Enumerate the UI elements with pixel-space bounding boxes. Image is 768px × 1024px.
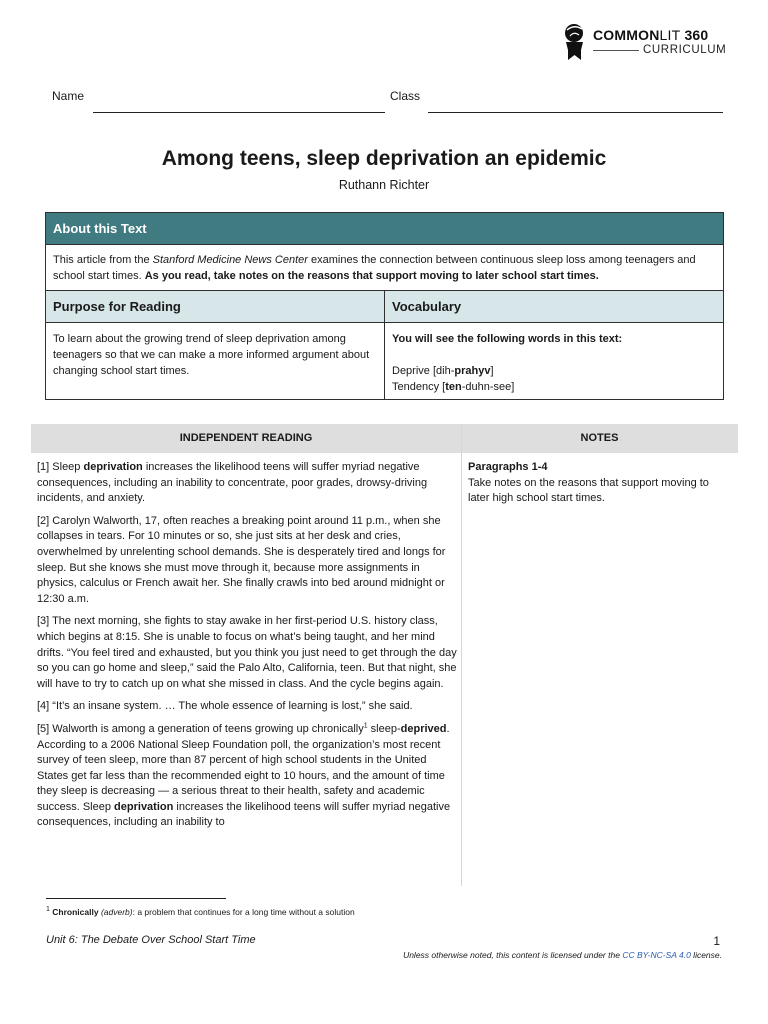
purpose-heading: Purpose for Reading bbox=[46, 291, 385, 322]
commonlit-logo-icon bbox=[562, 22, 588, 60]
about-source: Stanford Medicine News Center bbox=[152, 254, 308, 266]
column-divider bbox=[461, 424, 462, 886]
paragraph-4: [4] “It’s an insane system. … The whole essence of learning is lost,” she said. bbox=[37, 700, 413, 713]
article-title: Among teens, sleep deprivation an epidemic bbox=[161, 147, 607, 170]
paragraph-3: [3] The next morning, she fights to stay awake in her first-period U.S. history class, which begins at 8:15. She is unable to focus on what’s being taught, and her mind drifts. “You feel tired and exhausted, but you think you just need to get through the day so you can go home and sleep,” said the Palo Alto, California, teen. But that night, she will have to try to catch up on what she missed in class. And the cycle begins again. bbox=[37, 615, 457, 690]
independent-reading-heading: INDEPENDENT READING bbox=[179, 432, 313, 444]
notes-prompt: Take notes on the reasons that support moving to later high school start times. bbox=[468, 476, 709, 505]
paragraph-1: [1] Sleep deprivation increases the likelihood teens will suffer myriad negative consequences, including an inability to concentrate, poor grades, drowsy-driving incidents, and anxiety. bbox=[37, 461, 428, 505]
footnote-ref: 1 bbox=[363, 722, 368, 730]
license-note: Unless otherwise noted, this content is licensed under the CC BY-NC-SA 4.0 license. bbox=[403, 950, 722, 960]
class-field-line[interactable] bbox=[428, 112, 723, 113]
notes-heading: NOTES bbox=[580, 432, 619, 444]
vocabulary-list bbox=[385, 323, 723, 399]
commonlit-logo bbox=[562, 22, 732, 62]
vocabulary-heading: Vocabulary bbox=[392, 299, 462, 314]
about-body: This article from the Stanford Medicine News Center examines the connection between continuous sleep loss among teenagers and school start times. As you read, take notes on the reasons that support moving to later school start times. bbox=[46, 245, 723, 291]
vocabulary-word-tendency: Tendency [ten-duhn-see] bbox=[392, 381, 515, 393]
vocabulary-word-deprive: Deprive [dih-prahyv] bbox=[392, 365, 494, 377]
logo-subtitle: CURRICULUM bbox=[643, 44, 727, 56]
unit-title: Unit 6: The Debate Over School Start Time bbox=[46, 934, 256, 946]
notes-column[interactable] bbox=[468, 460, 728, 507]
reading-text bbox=[37, 460, 457, 838]
about-instruction: As you read, take notes on the reasons that support moving to later school start times. bbox=[144, 270, 599, 282]
notes-title: Paragraphs 1-4 bbox=[468, 461, 548, 473]
class-label: Class bbox=[390, 89, 421, 103]
about-heading: About this Text bbox=[46, 213, 723, 245]
logo-wordmark: COMMONLIT 360 bbox=[593, 27, 709, 43]
about-text-table bbox=[45, 212, 724, 400]
paragraph-5: [5] Walworth is among a generation of teens growing up chronically$^1$ sleep-deprived. According to a 2006 National Sleep Foundation poll, the organization’s most recent survey of teen sleep, more than 87 percent of high school students in the United States get far less than the recommended eight to 10 hours, and the amount of time they sleep is decreasing — a serious threat to their health, safety and academic success. Sleep deprivation increases the likelihood teens will suffer myriad negative consequences, including an inability to bbox=[37, 722, 451, 829]
page-number: 1 bbox=[713, 934, 720, 948]
name-label: Name bbox=[52, 89, 85, 103]
vocabulary-intro: You will see the following words in this text: bbox=[392, 333, 623, 345]
reading-header-bar bbox=[31, 424, 738, 453]
license-link[interactable]: CC BY-NC-SA 4.0 bbox=[622, 950, 691, 960]
logo-rule bbox=[593, 50, 639, 51]
table-body-row bbox=[46, 323, 723, 399]
table-header-row bbox=[46, 291, 723, 323]
footnote: $^1$ Chronically (adverb): a problem that continues for a long time without a solution bbox=[46, 906, 355, 917]
footnote-rule bbox=[46, 898, 226, 899]
purpose-text: To learn about the growing trend of sleep deprivation among teenagers so that we can make a more informed argument about changing school start times. bbox=[46, 323, 385, 399]
article-author: Ruthann Richter bbox=[338, 178, 430, 192]
name-field-line[interactable] bbox=[93, 112, 385, 113]
paragraph-2: [2] Carolyn Walworth, 17, often reaches a breaking point around 11 p.m., when she collapses in tears. For 10 minutes or so, she just sits at her desk and cries, overwhelmed by unrelenting school demands. She is desperately tired and longs for sleep. But she knows she must move through it, because more assignments in physics, calculus or French await her. She finally crawls into bed around midnight or 12:30 a.m. bbox=[37, 514, 446, 605]
